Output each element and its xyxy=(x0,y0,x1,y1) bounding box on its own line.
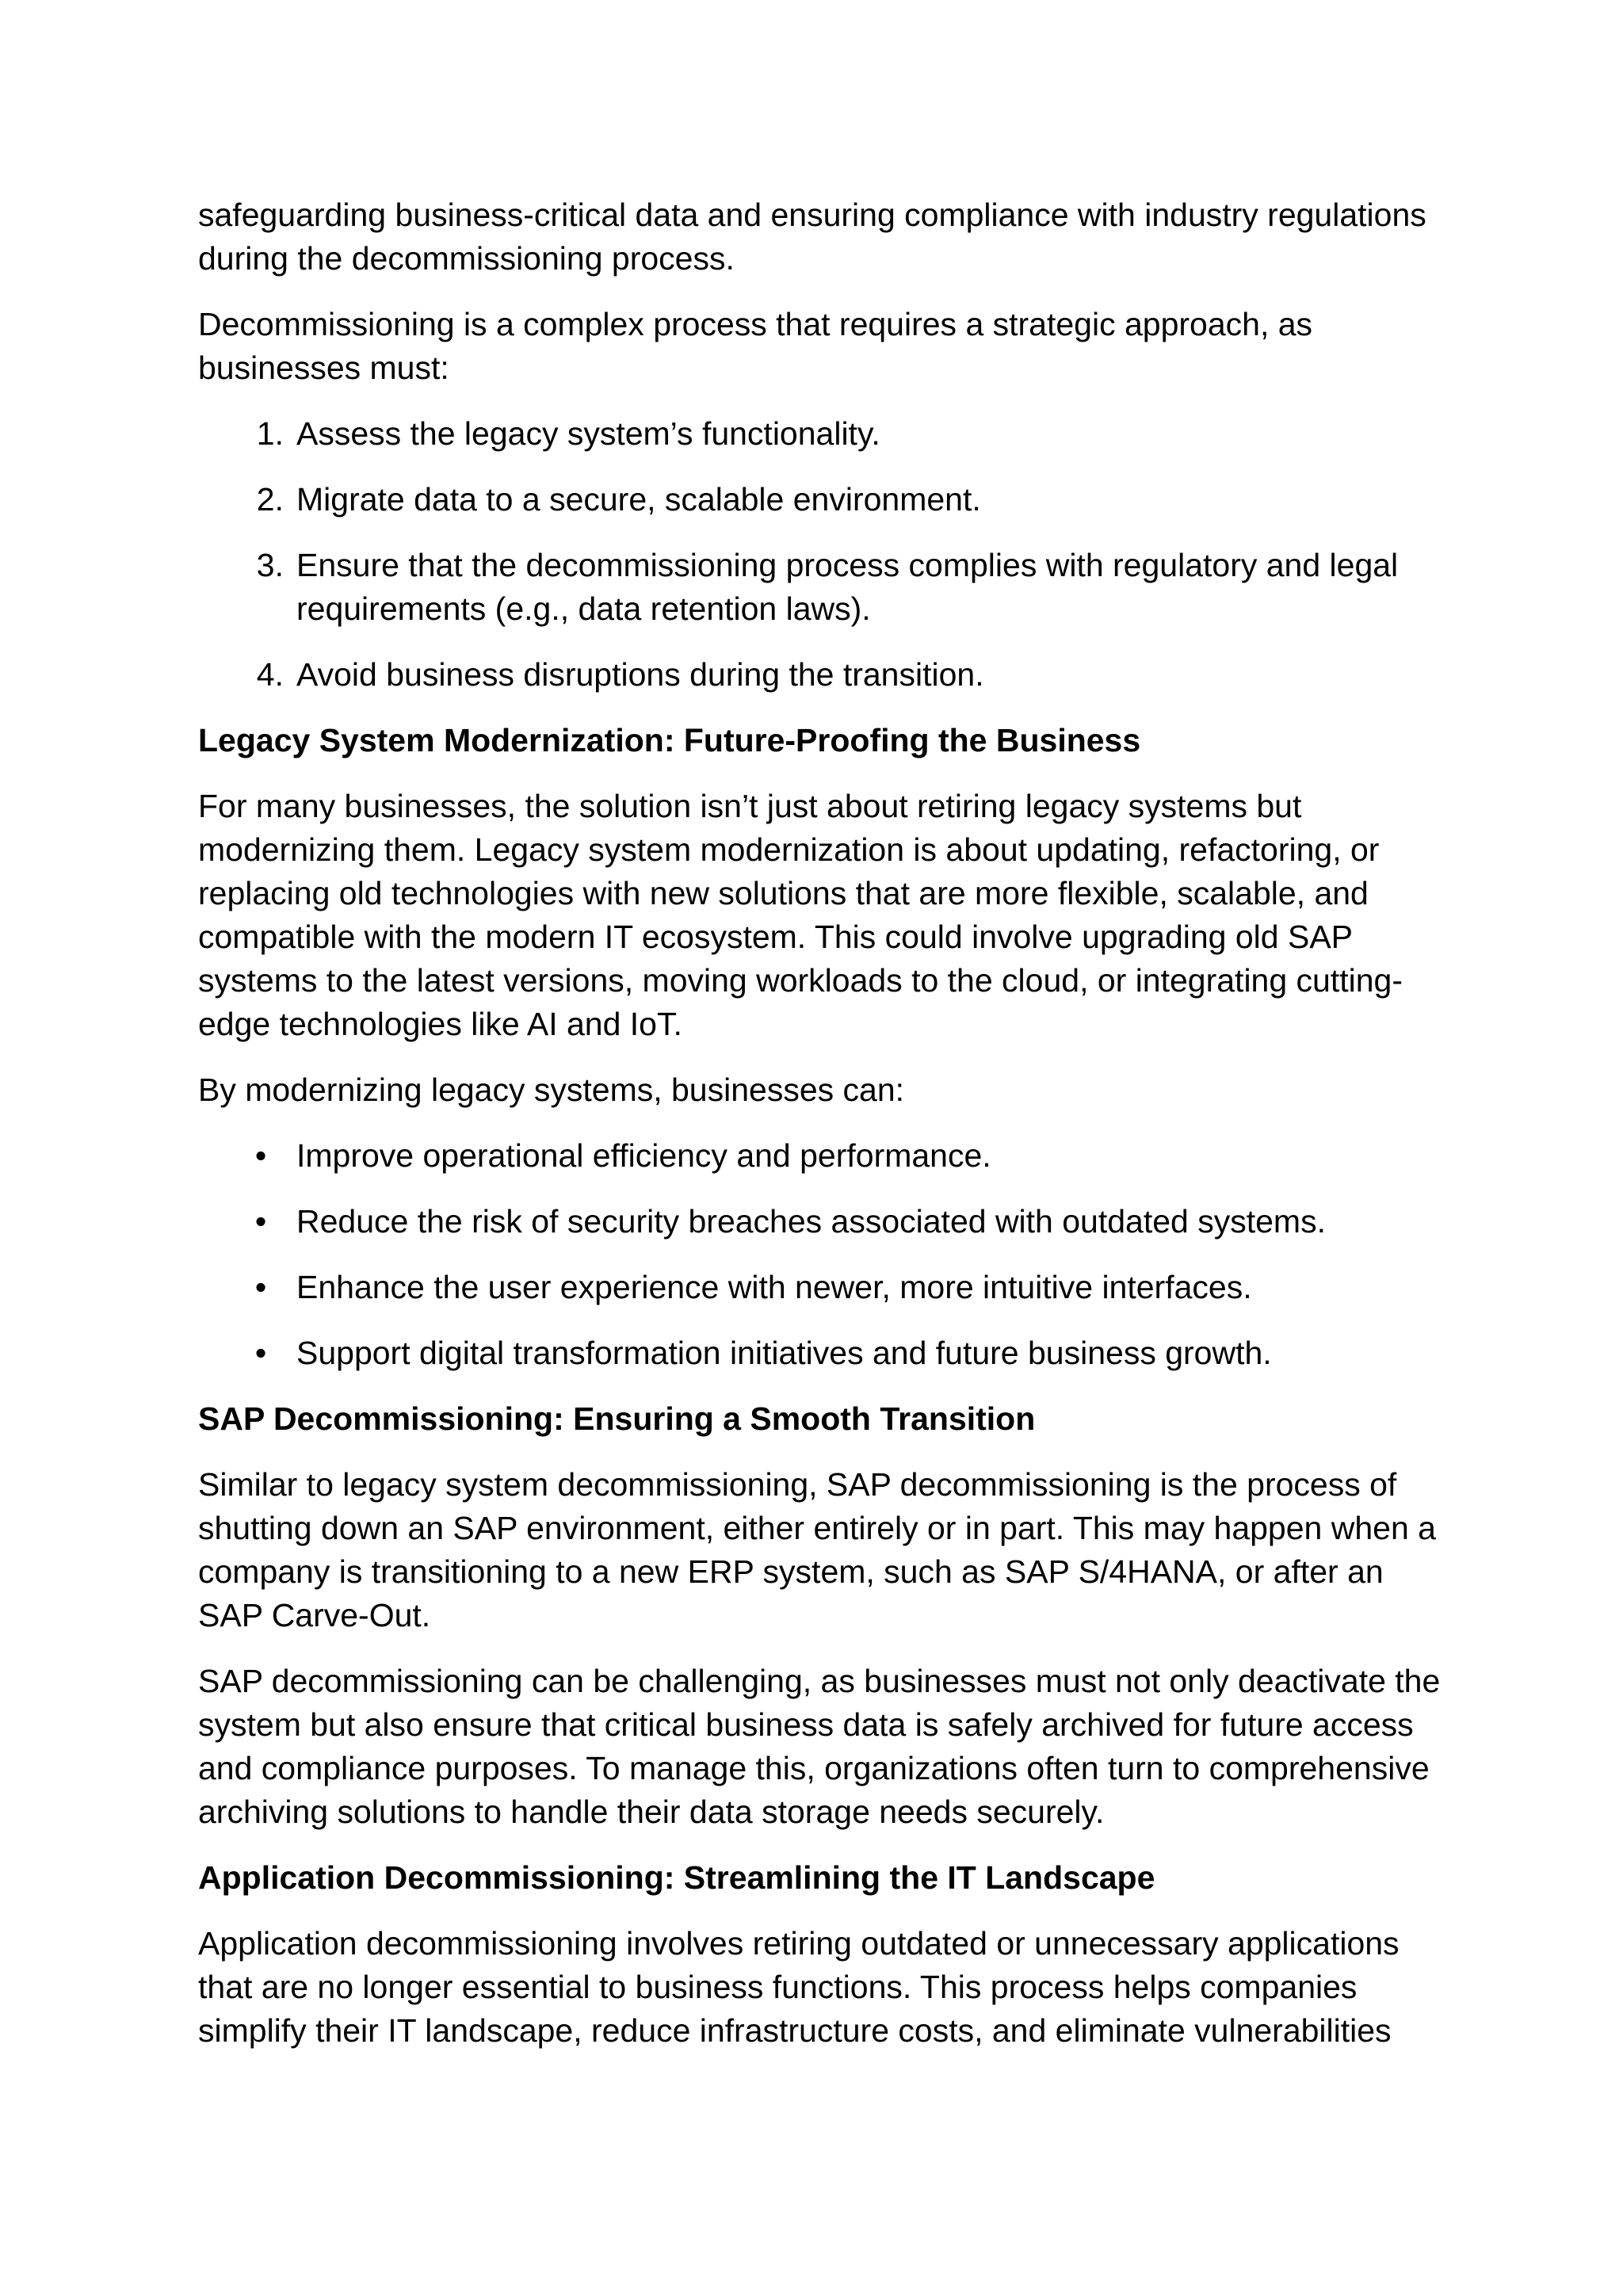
list-item-text: Migrate data to a secure, scalable environment. xyxy=(296,481,981,518)
list-item-text: Enhance the user experience with newer, more intuitive interfaces. xyxy=(296,1269,1252,1305)
list-item xyxy=(198,653,1442,697)
modernization-paragraph: For many businesses, the solution isn’t just about retiring legacy systems but modernizing them. Legacy system modernization is about updating, refactoring, or replacing old technologies with new solutions that are more flexible, scalable, and compatible with the modern IT ecosystem. This could involve upgrading old SAP systems to the latest versions, moving workloads to the cloud, or integrating cutting-edge technologies like AI and IoT. xyxy=(198,788,1403,1042)
list-item xyxy=(198,1331,1442,1375)
bullet-icon: • xyxy=(254,1335,267,1371)
list-item xyxy=(198,1200,1442,1244)
modernization-benefits-intro: By modernizing legacy systems, businesses can: xyxy=(198,1072,905,1108)
sap-decommissioning-heading: SAP Decommissioning: Ensuring a Smooth Transition xyxy=(198,1400,1036,1437)
modernization-benefits-list xyxy=(198,1134,1442,1375)
list-item-text: Improve operational efficiency and performance. xyxy=(296,1137,991,1174)
list-item xyxy=(198,544,1442,631)
document-page xyxy=(198,193,1442,2075)
bullet-icon: • xyxy=(254,1203,267,1240)
intro-continuation-paragraph: safeguarding business-critical data and ensuring compliance with industry regulations during the decommissioning process. xyxy=(198,197,1426,277)
bullet-icon: • xyxy=(254,1269,267,1305)
decommissioning-intro-paragraph: Decommissioning is a complex process that requires a strategic approach, as businesses must: xyxy=(198,306,1313,386)
application-decommissioning-heading: Application Decommissioning: Streamlining the IT Landscape xyxy=(198,1859,1155,1896)
list-item xyxy=(198,1266,1442,1309)
decommissioning-steps-list xyxy=(198,412,1442,697)
list-item-number: 2. xyxy=(256,481,284,518)
list-item-number: 4. xyxy=(256,656,284,693)
list-item-text: Ensure that the decommissioning process complies with regulatory and legal requirements (e.g., data retention laws). xyxy=(296,547,1399,627)
application-decommissioning-paragraph: Application decommissioning involves retiring outdated or unnecessary applications that are no longer essential to business functions. This process helps companies simplify their IT landscape, reduce infrastructure costs, and eliminate vulnerabilities xyxy=(198,1925,1400,2049)
list-item-number: 1. xyxy=(256,415,284,452)
bullet-icon: • xyxy=(254,1137,267,1174)
list-item-text: Avoid business disruptions during the transition. xyxy=(296,656,984,693)
list-item xyxy=(198,478,1442,521)
list-item xyxy=(198,1134,1442,1178)
list-item-number: 3. xyxy=(256,547,284,583)
sap-decommissioning-paragraph-1: Similar to legacy system decommissioning, SAP decommissioning is the process of shutting down an SAP environment, either entirely or in part. This may happen when a company is transitioning to a new ERP system, such as SAP S/4HANA, or after an SAP Carve-Out. xyxy=(198,1466,1436,1633)
sap-decommissioning-paragraph-2: SAP decommissioning can be challenging, as businesses must not only deactivate the system but also ensure that critical business data is safely archived for future access and compliance purposes. To manage this, organizations often turn to comprehensive archiving solutions to handle their data storage needs securely. xyxy=(198,1663,1441,1830)
list-item-text: Assess the legacy system’s functionality. xyxy=(296,415,880,452)
list-item-text: Support digital transformation initiatives and future business growth. xyxy=(296,1335,1272,1371)
modernization-heading: Legacy System Modernization: Future-Proofing the Business xyxy=(198,722,1141,758)
list-item-text: Reduce the risk of security breaches associated with outdated systems. xyxy=(296,1203,1326,1240)
list-item xyxy=(198,412,1442,456)
